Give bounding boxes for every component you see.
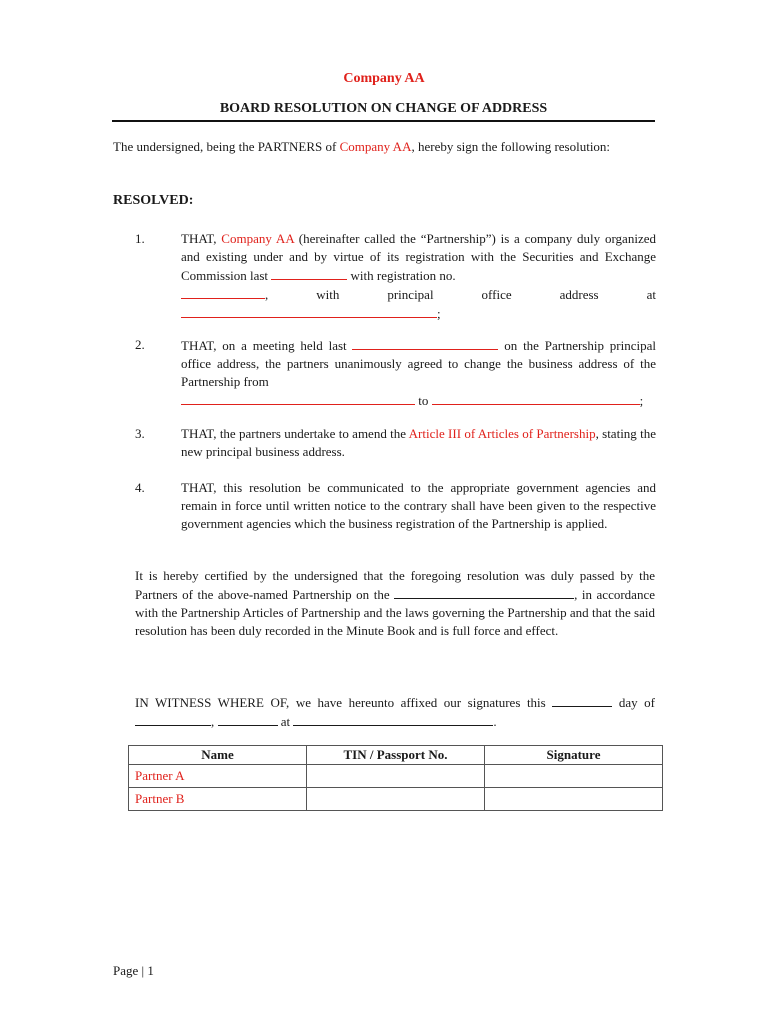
item-text: ;: [639, 393, 644, 408]
item-number: 1.: [135, 231, 145, 246]
intro-text: The undersigned, being the PARTNERS of: [113, 139, 340, 154]
witness-day-blank[interactable]: [552, 693, 612, 707]
cert-text: It is hereby certified by the undersigned that the foregoing resolution was duly passed by the Partners of the above-named Partnership on the: [135, 568, 655, 602]
registration-no-blank[interactable]: [181, 285, 265, 299]
table-header-row: [129, 746, 663, 765]
item-text: with registration no.: [347, 268, 456, 283]
resolution-item-2: [113, 336, 656, 410]
certification-paragraph: [135, 567, 655, 640]
old-address-blank[interactable]: [181, 391, 415, 405]
item-text: THAT, this resolution be communicated to the appropriate government agencies and remain in force until written notice to the contrary shall have been given to the respective government agencies which the business registration of the Partnership is applied.: [181, 480, 656, 531]
principal-address-blank[interactable]: [181, 304, 437, 318]
document-title: BOARD RESOLUTION ON CHANGE OF ADDRESS: [112, 100, 655, 122]
witness-text: at: [277, 714, 294, 729]
item-number: 2.: [135, 337, 145, 352]
tin-cell[interactable]: [307, 765, 485, 788]
cert-text: , in accordance with the Partnership Articles of Partnership and the laws governing the Partnership and that the said resolution has been duly recorded in the Minute Book and is full force and effect.: [135, 587, 655, 638]
table-row: [129, 765, 663, 788]
tin-cell[interactable]: [307, 788, 485, 811]
table-row: [129, 788, 663, 811]
header-signature: Signature: [485, 746, 663, 765]
witness-text: day of: [612, 695, 655, 710]
sec-date-blank[interactable]: [271, 266, 347, 280]
witness-month-blank[interactable]: [135, 712, 211, 726]
partner-name: Partner B: [129, 788, 307, 811]
resolution-item-4: [113, 479, 656, 533]
item-text: THAT, on a meeting held last: [181, 338, 353, 353]
new-address-blank[interactable]: [432, 391, 640, 405]
witness-text: .: [493, 714, 497, 729]
page-footer: Page | 1: [113, 963, 154, 978]
item-text: THAT,: [181, 231, 222, 246]
signature-cell[interactable]: [485, 765, 663, 788]
item-number: 4.: [135, 480, 145, 495]
witness-text: ,: [211, 714, 218, 729]
meeting-date-blank[interactable]: [352, 336, 498, 350]
resolution-date-blank[interactable]: [394, 585, 574, 599]
header-name: Name: [129, 746, 307, 765]
item-company: Company AA: [221, 231, 294, 246]
item-text: , with principal office address at: [265, 287, 656, 302]
item-number: 3.: [135, 426, 145, 441]
header-tin: TIN / Passport No.: [307, 746, 485, 765]
intro-paragraph: [113, 138, 656, 156]
resolution-item-1: [113, 230, 656, 323]
item-text: THAT, the partners undertake to amend the: [181, 426, 409, 441]
partner-name: Partner A: [129, 765, 307, 788]
resolved-heading: RESOLVED:: [113, 193, 194, 208]
witness-year-blank[interactable]: [218, 712, 278, 726]
item-text: ;: [437, 306, 441, 321]
company-title: Company AA: [343, 71, 425, 86]
item-text: to: [415, 393, 432, 408]
resolution-item-3: [113, 425, 656, 461]
intro-company: Company AA: [339, 139, 412, 154]
item-text: , stating the new principal business address.: [181, 426, 656, 459]
item-text: (hereinafter called the “Partnership”) is a company duly organized and existing under and by virtue of its registration with the Securities and Exchange Commission last: [181, 231, 656, 283]
signature-table: [128, 745, 663, 811]
witness-text: IN WITNESS WHERE OF, we have hereunto affixed our signatures this: [135, 695, 553, 710]
witness-paragraph: [135, 693, 655, 731]
article-reference: Article III of Articles of Partnership: [408, 426, 596, 441]
witness-place-blank[interactable]: [293, 712, 493, 726]
intro-text-end: , hereby sign the following resolution:: [411, 139, 611, 154]
signature-cell[interactable]: [485, 788, 663, 811]
item-text: on the Partnership principal office address, the partners unanimously agreed to change the business address of the Partnership from: [181, 338, 656, 389]
